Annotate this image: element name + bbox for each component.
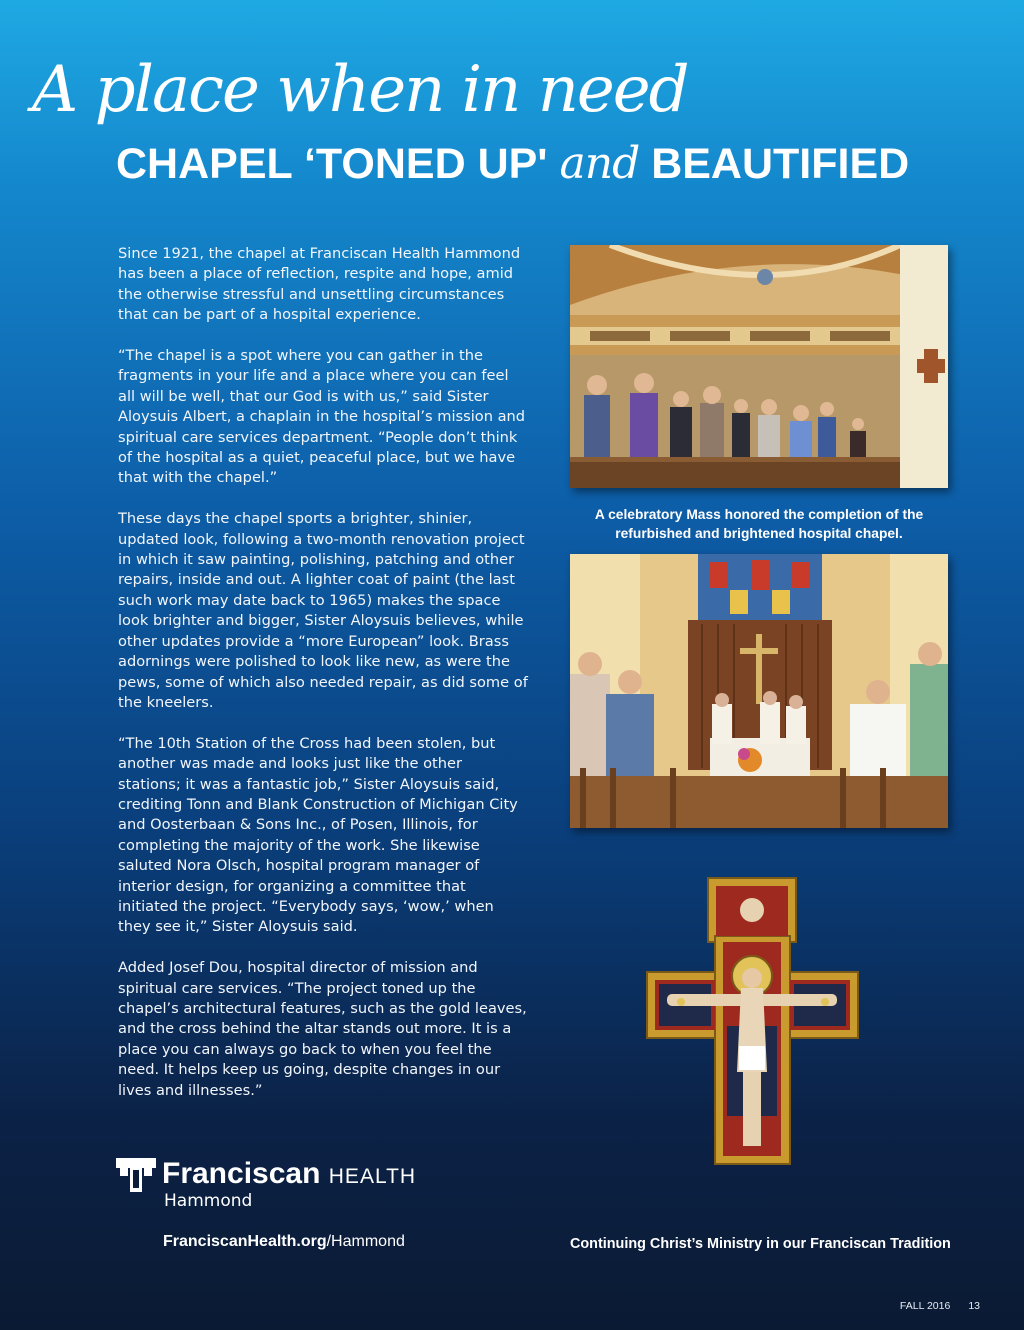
article-paragraph: These days the chapel sports a brighter, shinier, updated look, following a two-month renovation project in which it saw painting, polishing, patching and other repairs, inside and out. A lighter coat of paint (the last such work may date back to 1965) makes the space look brighter and bigger, Sister Aloysuis believes, while other updates provide a “more European” look. Brass adornings were polished to look like new, as were the pews, some of which also needed repair, as did some of the kneelers. <box>118 510 528 711</box>
article-body <box>118 244 528 1121</box>
chapel-mass-photo <box>570 245 948 488</box>
title-part-1: CHAPEL ‘TONED UP' <box>116 140 548 188</box>
page-number: 13 <box>968 1300 980 1312</box>
article-paragraph: Added Josef Dou, hospital director of mission and spiritual care services. “The project toned up the chapel’s architectural features, such as the gold leaves, and the cross behind the altar stands out more. It is a place you can always go back to when you feel the need. It helps keep us going, despite changes in our lives and illnesses.” <box>118 959 527 1099</box>
website-link[interactable] <box>163 1232 405 1252</box>
logo-name: Franciscan <box>162 1157 321 1190</box>
article-paragraph: “The 10th Station of the Cross had been stolen, but another was made and looks just like the other stations; it was a fantastic job,” Sister Aloysuis said, crediting Tonn and Blank Construction of Michigan City and Oosterbaan & Sons Inc., of Posen, Illinois, for completing the majority of the work. She likewise saluted Nora Olsch, hospital program manager of interior design, for organizing a committee that initiated the project. “Everybody says, ‘wow,’ when they see it,” Sister Aloysuis said. <box>118 734 518 936</box>
tagline: Continuing Christ’s Ministry in our Franciscan Tradition <box>570 1236 951 1252</box>
title-and: and <box>559 138 640 189</box>
franciscan-cross-icon <box>116 1158 156 1192</box>
logo-location: Hammond <box>164 1191 253 1211</box>
script-title: A place when in need <box>32 53 688 127</box>
article-paragraph: Since 1921, the chapel at Franciscan Health Hammond has been a place of reflection, respite and hope, amid the otherwise stressful and unsettling circumstances that can be part of a hospital experience. <box>118 245 521 324</box>
issue-label: FALL 2016 <box>899 1300 951 1312</box>
page-title <box>116 138 909 190</box>
franciscan-health-logo <box>116 1156 416 1216</box>
photo-caption: A celebratory Mass honored the completion of the refurbished and brightened hospital chapel. <box>594 507 924 541</box>
page-folio <box>900 1299 980 1313</box>
website-path: /Hammond <box>326 1233 405 1250</box>
chapel-altar-photo <box>570 554 948 828</box>
title-part-2: BEAUTIFIED <box>651 140 910 188</box>
website-domain: FranciscanHealth.org <box>163 1233 327 1250</box>
article-paragraph: “The chapel is a spot where you can gather in the fragments in your life and a place where you can feel all will be well, that our God is with us,” said Sister Aloysuis Albert, a chaplain in the hospital’s mission and spiritual care services department. “People don’t think of the hospital as a quiet, peaceful place, but we have that with the chapel.” <box>118 347 526 487</box>
logo-health: HEALTH <box>328 1165 417 1188</box>
san-damiano-crucifix-image <box>645 876 860 1166</box>
